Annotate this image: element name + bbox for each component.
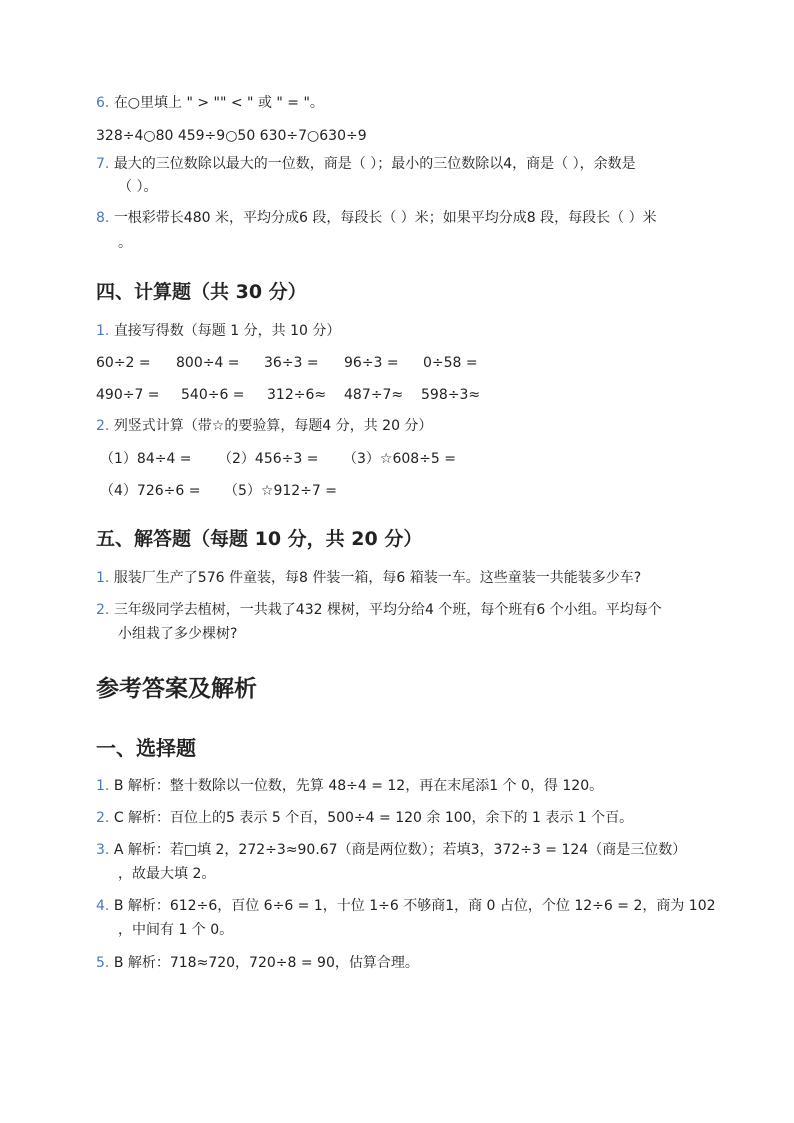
answer-text: B 解析：718≈720，720÷8 = 90，估算合理。 bbox=[113, 955, 419, 971]
calc-item: 800÷4 = bbox=[176, 355, 240, 371]
calc-item: 0÷58 = bbox=[423, 355, 478, 371]
question-text: 最大的三位数除以最大的一位数，商是（ ）；最小的三位数除以4，商是（ ），余数是 bbox=[113, 156, 636, 172]
question-6-expressions: 328÷4○80 459÷9○50 630÷7○630÷9 bbox=[96, 128, 367, 144]
calc-question-2 bbox=[96, 416, 432, 436]
vertical-calc-item: （2）456÷3 = bbox=[218, 451, 319, 467]
answer-number: 4. bbox=[96, 898, 110, 914]
word-problem-1 bbox=[96, 568, 641, 588]
vertical-calc-item: （4）726÷6 = bbox=[100, 483, 201, 499]
answer-5 bbox=[96, 953, 419, 973]
question-text: 三年级同学去植树，一共栽了432 棵树，平均分给4 个班，每个班有6 个小组。平均每个 bbox=[113, 602, 662, 618]
answer-number: 5. bbox=[96, 955, 110, 971]
question-number: 7. bbox=[96, 156, 110, 172]
answer-4 bbox=[96, 896, 716, 916]
answer-3-continuation: ，故最大填 2。 bbox=[118, 866, 216, 882]
word-problem-2 bbox=[96, 600, 662, 620]
word-problem-2-continuation: 小组栽了多少棵树? bbox=[118, 626, 238, 642]
vertical-calc-item: （3）☆608÷5 = bbox=[343, 451, 456, 467]
answer-4-continuation: ，中间有 1 个 0。 bbox=[118, 922, 234, 938]
calc-question-1 bbox=[96, 321, 340, 341]
question-6 bbox=[96, 93, 324, 113]
question-text: 列竖式计算（带☆的要验算，每题4 分，共 20 分） bbox=[113, 418, 433, 434]
vertical-calc-item: （5）☆912÷7 = bbox=[224, 483, 337, 499]
section-4-title: 四、计算题（共 30 分） bbox=[96, 281, 307, 303]
calc-item: 540÷6 = bbox=[181, 387, 245, 403]
question-text: 在○里填上 " > "" < " 或 " = "。 bbox=[113, 95, 324, 111]
answers-section-title: 一、选择题 bbox=[96, 736, 196, 760]
answer-text: B 解析：整十数除以一位数，先算 48÷4 = 12，再在末尾添1 个 0，得 120。 bbox=[113, 778, 604, 794]
question-number: 1. bbox=[96, 570, 110, 586]
question-7 bbox=[96, 154, 636, 174]
calc-item: 60÷2 = bbox=[96, 355, 151, 371]
answer-text: C 解析：百位上的5 表示 5 个百，500÷4 = 120 余 100，余下的 1 表示 1 个百。 bbox=[113, 810, 634, 826]
question-number: 1. bbox=[96, 323, 110, 339]
answer-text: A 解析：若□填 2，272÷3≈90.67（商是两位数）；若填3，372÷3 = 124（商是三位数） bbox=[113, 842, 687, 858]
question-number: 2. bbox=[96, 602, 110, 618]
calc-item: 598÷3≈ bbox=[421, 387, 481, 403]
calc-item: 96÷3 = bbox=[344, 355, 399, 371]
question-8-continuation: 。 bbox=[118, 235, 132, 251]
question-text: 直接写得数（每题 1 分，共 10 分） bbox=[113, 323, 341, 339]
section-5-title: 五、解答题（每题 10 分，共 20 分） bbox=[96, 528, 423, 550]
answers-title: 参考答案及解析 bbox=[96, 676, 257, 702]
calc-item: 487÷7≈ bbox=[344, 387, 404, 403]
question-8 bbox=[96, 208, 657, 228]
vertical-calc-item: （1）84÷4 = bbox=[100, 451, 192, 467]
question-text: 服装厂生产了576 件童装，每8 件装一箱，每6 箱装一车。这些童装一共能装多少车? bbox=[113, 570, 642, 586]
calc-item: 312÷6≈ bbox=[267, 387, 327, 403]
answer-number: 2. bbox=[96, 810, 110, 826]
answer-number: 3. bbox=[96, 842, 110, 858]
answer-number: 1. bbox=[96, 778, 110, 794]
answer-text: B 解析：612÷6，百位 6÷6 = 1，十位 1÷6 不够商1，商 0 占位，个位 12÷6 = 2，商为 102 bbox=[113, 898, 716, 914]
answer-3 bbox=[96, 840, 686, 860]
question-7-continuation: （ ）。 bbox=[118, 179, 158, 195]
calc-item: 36÷3 = bbox=[264, 355, 319, 371]
question-number: 8. bbox=[96, 210, 110, 226]
question-text: 一根彩带长480 米，平均分成6 段，每段长（ ）米；如果平均分成8 段，每段长（ ）米 bbox=[113, 210, 657, 226]
answer-1 bbox=[96, 776, 603, 796]
question-number: 6. bbox=[96, 95, 110, 111]
answer-2 bbox=[96, 808, 633, 828]
question-number: 2. bbox=[96, 418, 110, 434]
calc-item: 490÷7 = bbox=[96, 387, 160, 403]
